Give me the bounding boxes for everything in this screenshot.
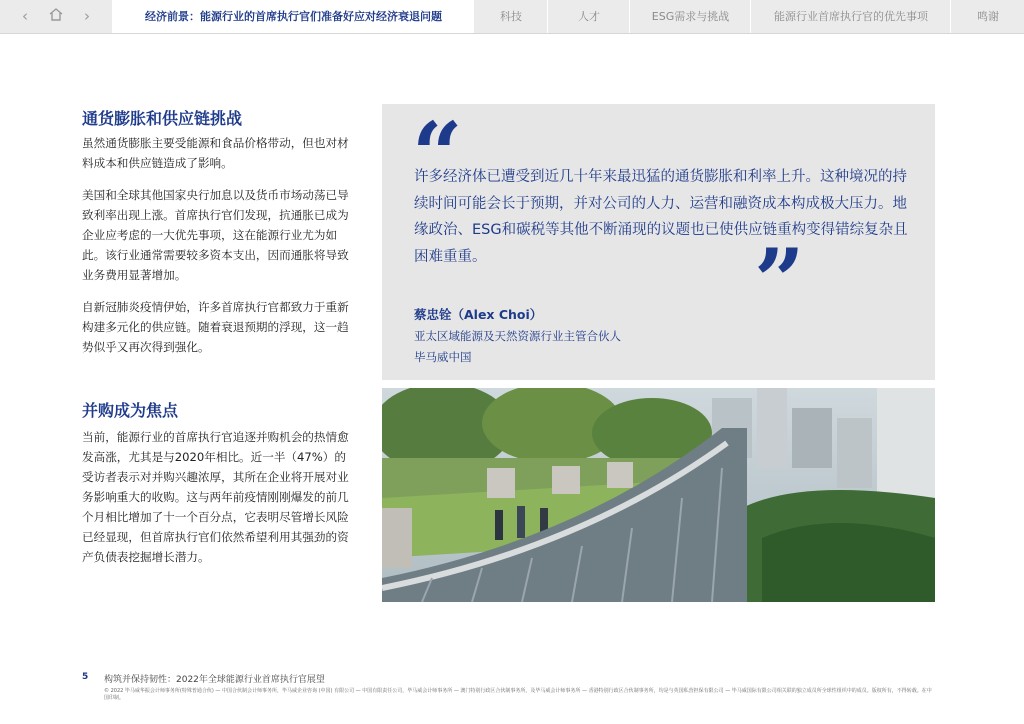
quote-author-org: 毕马威中国: [414, 350, 472, 364]
open-quote-icon: “: [412, 102, 463, 206]
quote-author-role: 亚太区域能源及天然资源行业主管合伙人: [414, 329, 621, 343]
home-icon[interactable]: [48, 0, 64, 33]
quote-author-name: 蔡忠铨（Alex Choi）: [414, 307, 543, 322]
top-navigation-bar: [0, 0, 1024, 34]
tab-technology[interactable]: 科技: [473, 0, 548, 33]
page-number: 5: [82, 672, 89, 682]
tab-acknowledgements[interactable]: 鸣谢: [950, 0, 1024, 33]
tab-ceo-priorities[interactable]: 能源行业首席执行官的优先事项: [750, 0, 951, 33]
nav-buttons: [0, 0, 112, 33]
section-heading-inflation: 通货膨胀和供应链挑战: [82, 109, 243, 128]
paragraph-mna: 当前，能源行业的首席执行官追逐并购机会的热情愈发高涨，尤其是与2020年相比。近一半（47%）的受访者表示对并购兴趣浓厚，其所在企业将开展对业务影响重大的收购。这与两年前疫情刚刚爆发的前几个月相比增加了十一个百分点，它表明尽管增长风险已经显现，但首席执行官们依然希望利用其强劲的资产负债表挖掘增长潜力。: [82, 430, 349, 564]
paragraph-inflation-3: 自新冠肺炎疫情伊始，许多首席执行官都致力于重新构建多元化的供应链。随着衰退预期的浮现，这一趋势似乎又再次得到强化。: [82, 300, 349, 354]
rooftop-garden-photo: [382, 388, 935, 602]
footer-title: 构筑并保持韧性：2022年全球能源行业首席执行官展望: [104, 675, 325, 685]
quote-text: 许多经济体已遭受到近几十年来最迅猛的通货膨胀和利率上升。这种境况的持续时间可能会长于预期，并对公司的人力、运营和融资成本构成极大压力。地缘政治、ESG和碳税等其他不断涌现的议题也已使供应链重构变得错综复杂且困难重重。: [414, 169, 908, 265]
quote-panel: [382, 104, 935, 380]
paragraph-inflation-2: 美国和全球其他国家央行加息以及货币市场动荡已导致利率出现上涨。首席执行官们发现，抗通胀已成为企业应考虑的一大优先事项，这在能源行业尤为如此。该行业通常需要较多资本支出，因而通胀将导致业务费用显著增加。: [82, 188, 349, 282]
close-quote-icon: ”: [754, 229, 805, 333]
tab-esg[interactable]: ESG需求与挑战: [629, 0, 751, 33]
tab-economic-outlook[interactable]: 经济前景：能源行业的首席执行官们准备好应对经济衰退问题: [112, 0, 474, 33]
footer-legal-text: © 2022 毕马威华振会计师事务所(特殊普通合伙) — 中国合伙制会计师事务所，毕马威企业咨询 (中国) 有限公司 — 中国有限责任公司，毕马威会计师事务所 — 澳门特别行政区合伙制事务所，及毕马威会计师事务所 — 香港特别行政区合伙制事务所，均是与英国私营担保有限公司 — 毕马威国际有限公司相关联的独立成员所全球性组织中的成员。版权所有，不得转载。在中国印制。: [104, 688, 932, 701]
tab-talent[interactable]: 人才: [547, 0, 630, 33]
chevron-left-icon[interactable]: ‹: [22, 7, 28, 25]
chevron-right-icon[interactable]: ›: [84, 7, 90, 25]
paragraph-inflation-1: 虽然通货膨胀主要受能源和食品价格带动，但也对材料成本和供应链造成了影响。: [82, 136, 349, 170]
section-heading-mna: 并购成为焦点: [82, 401, 179, 420]
